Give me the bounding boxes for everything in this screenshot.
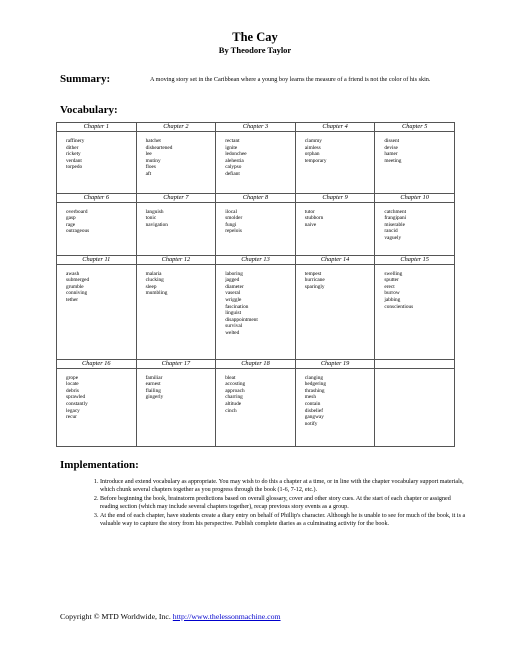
vocab-word: rectant [225, 138, 240, 144]
implementation-heading: Implementation: [60, 459, 139, 471]
chapter-cell [295, 255, 375, 359]
vocab-word: clanging [304, 374, 324, 381]
vocab-word: clucking [145, 277, 164, 284]
chapter-cell [136, 193, 216, 255]
vocab-word: debris [66, 387, 79, 394]
vocab-word: vaguely [384, 234, 402, 241]
chapter-heading: Chapter 14 [296, 256, 375, 265]
chapter-heading: Chapter 11 [57, 256, 136, 265]
vocab-word: familiar [145, 374, 163, 381]
vocabulary-row [57, 123, 455, 194]
chapter-heading: Chapter 2 [137, 123, 216, 132]
word-list [216, 203, 295, 235]
chapter-cell [295, 359, 375, 446]
vocab-word: hedgering [304, 381, 326, 388]
vocab-word: tether [66, 297, 79, 304]
word-list [137, 369, 216, 401]
vocab-word: hamer [384, 151, 398, 158]
chapter-heading: Chapter 18 [216, 360, 295, 369]
vocab-word: mutiny [145, 157, 161, 164]
chapter-cell [216, 123, 296, 194]
vocab-word: frangipani [384, 215, 407, 222]
vocab-word: ilocal [225, 208, 237, 215]
vocab-word: verdant [66, 157, 82, 164]
vocab-word: conscientious [384, 303, 414, 310]
word-list [57, 369, 136, 421]
chapter-cell [57, 123, 137, 194]
vocabulary-table [56, 122, 455, 447]
vocab-word: laboring [225, 270, 243, 277]
vocab-word: altitude [225, 401, 242, 408]
vocab-word: ignite [225, 144, 238, 151]
chapter-heading: Chapter 5 [375, 123, 454, 132]
chapter-cell [216, 193, 296, 255]
implementation-item: 3. At the end of each chapter, have students create a diary entry on behalf of Phillip's character. Although he is unable to see for much of the book, it is a valuable way to capture the story from his perspective. Publish complete diaries as a culminating activity for the book. [100, 512, 470, 528]
vocab-word: survival [225, 323, 243, 330]
chapter-cell [375, 255, 455, 359]
vocab-word: contain [304, 401, 321, 408]
word-list [216, 265, 295, 337]
chapter-cell [57, 359, 137, 446]
vocabulary-heading: Vocabulary: [60, 104, 118, 116]
word-list [137, 203, 216, 229]
vocab-word: recur [66, 414, 77, 421]
vocab-word: notify [304, 420, 318, 427]
implementation-item: 2. Before beginning the book, brainstorm predictions based on overall glossary, cover and other story cues. At the start of each chapter or assigned reading section (which may include several chapters together), recap previous story events as a group. [100, 495, 470, 511]
word-list [57, 203, 136, 235]
vocab-word: mumbling [145, 290, 168, 297]
vocab-word: ledonchee [225, 151, 247, 158]
chapter-heading: Chapter 1 [57, 123, 136, 132]
chapter-heading: Chapter 15 [375, 256, 454, 265]
vocab-word: gasp [66, 215, 76, 222]
summary-text: A moving story set in the Caribbean where a young boy learns the measure of a friend is not the color of his skin. [150, 76, 431, 83]
vocab-word: raffinery [66, 138, 85, 144]
vocab-word: burrow [384, 290, 400, 297]
vocab-word: naive [304, 221, 317, 228]
vocab-word: malaria [145, 270, 162, 277]
vocab-word: stubborn [304, 215, 324, 222]
vocab-word: cinch [225, 407, 237, 414]
vocab-word: hatchet [145, 138, 161, 144]
vocab-word: overboard [66, 208, 88, 215]
chapter-heading: Chapter 19 [296, 360, 375, 369]
vocab-word: gingerly [145, 394, 164, 401]
vocab-word: sprawled [66, 394, 86, 401]
chapter-cell [375, 123, 455, 194]
chapter-cell [57, 255, 137, 359]
vocab-word: tonic [145, 215, 157, 222]
vocab-word: meeting [384, 157, 402, 164]
vocab-word: outrageous [66, 228, 90, 235]
vocab-word: flailing [145, 387, 161, 394]
chapter-heading: Chapter 16 [57, 360, 136, 369]
vocab-word: alehestia [225, 157, 244, 164]
vocab-word: fungi [225, 221, 237, 228]
vocab-word: vaseral [225, 290, 241, 297]
chapter-cell [216, 359, 296, 446]
vocab-word: locate [66, 381, 79, 388]
chapter-heading: Chapter 4 [296, 123, 375, 132]
vocab-word: disappointment [225, 316, 258, 323]
chapter-cell [295, 123, 375, 194]
word-list [216, 369, 295, 415]
vocab-word: floes [145, 164, 156, 171]
vocab-word: devise [384, 144, 398, 151]
word-list [375, 369, 454, 375]
vocab-word: erect [384, 283, 395, 290]
vocab-word: repelois [225, 228, 242, 235]
chapter-cell [136, 123, 216, 194]
chapter-heading: Chapter 6 [57, 194, 136, 203]
vocab-word: dither [66, 144, 79, 151]
vocab-word: rickety [66, 151, 81, 158]
vocab-word: orphan [304, 151, 320, 158]
author-line: By Theodore Taylor [218, 45, 292, 55]
vocab-word: bleat [225, 374, 236, 381]
chapter-heading: Chapter 13 [216, 256, 295, 265]
word-list [57, 132, 136, 171]
vocab-word: earnest [145, 381, 161, 388]
chapter-cell [136, 255, 216, 359]
word-list [375, 203, 454, 242]
vocab-word: sparingly [304, 283, 325, 290]
vocab-word: disbelief [304, 407, 324, 414]
word-list [216, 132, 295, 178]
vocabulary-row [57, 359, 455, 446]
vocab-word: torpedo [66, 164, 83, 171]
vocab-word: dissent [384, 138, 400, 144]
word-list [57, 265, 136, 304]
vocab-word: navigation [145, 221, 168, 228]
vocab-word: languish [145, 208, 164, 215]
vocab-word: sputter [384, 277, 399, 284]
word-list [296, 203, 375, 229]
vocab-word: awash [66, 270, 80, 277]
word-list [375, 132, 454, 164]
implementation-item: 1. Introduce and extend vocabulary as appropriate. You may wish to do this a chapter at a time, or in line with the chapter vocabulary support materials, which chunk several chapters together as you progress through the book (1-6, 7-12, etc.). [100, 478, 470, 494]
vocab-word: conniving [66, 290, 88, 297]
footer [60, 612, 281, 621]
vocab-word: grope [66, 374, 79, 381]
vocab-word: fascination [225, 303, 249, 310]
vocab-word: clammy [304, 138, 322, 144]
vocab-word: tutor [304, 208, 315, 215]
vocab-word: calypso [225, 164, 242, 171]
chapter-heading: Chapter 10 [375, 194, 454, 203]
word-list [296, 265, 375, 291]
vocab-word: jagged [225, 277, 240, 284]
vocab-word: submerged [66, 277, 90, 284]
word-list [375, 265, 454, 311]
vocab-word: mesh [304, 394, 316, 401]
chapter-heading: Chapter 9 [296, 194, 375, 203]
vocab-word: defiant [225, 170, 240, 177]
implementation-list [78, 478, 470, 529]
vocab-word: disheartened [145, 144, 173, 151]
chapter-heading: Chapter 7 [137, 194, 216, 203]
vocab-word: tempest [304, 270, 322, 277]
vocab-word: wriggle [225, 297, 242, 304]
word-list [137, 132, 216, 178]
chapter-cell [57, 193, 137, 255]
vocab-word: hurricane [304, 277, 325, 284]
chapter-heading: Chapter 12 [137, 256, 216, 265]
chapter-cell [375, 359, 455, 446]
copyright-text: Copyright © MTD Worldwide, Inc. [60, 612, 171, 621]
vocab-word: accosting [225, 381, 246, 388]
vocab-word: thrashing [304, 387, 325, 394]
chapter-heading: Chapter 8 [216, 194, 295, 203]
chapter-heading: Chapter 3 [216, 123, 295, 132]
vocab-word: charring [225, 394, 243, 401]
summary-heading: Summary: [60, 73, 111, 85]
chapter-heading [375, 360, 454, 369]
vocab-word: gangway [304, 414, 324, 421]
vocabulary-row [57, 193, 455, 255]
vocab-word: welted [225, 330, 240, 337]
word-list [296, 369, 375, 428]
chapter-cell [375, 193, 455, 255]
vocab-word: rancid [384, 228, 398, 235]
vocab-word: constantly [66, 401, 88, 408]
chapter-cell [136, 359, 216, 446]
vocab-word: sleep [145, 283, 157, 290]
vocab-word: swelling [384, 270, 403, 277]
vocab-word: aimless [304, 144, 321, 151]
vocab-word: diameter [225, 283, 244, 290]
vocab-word: jabbing [384, 297, 401, 304]
chapter-cell [216, 255, 296, 359]
lesson-machine-link[interactable]: http://www.thelessonmachine.com [172, 612, 281, 621]
vocab-word: grumble [66, 283, 84, 290]
vocab-word: smolder [225, 215, 243, 222]
vocab-word: approach [225, 387, 245, 394]
vocab-word: rage [66, 221, 76, 228]
vocab-word: catchment [384, 208, 407, 215]
chapter-heading: Chapter 17 [137, 360, 216, 369]
vocab-word: linguist [225, 310, 242, 317]
vocab-word: aft [145, 170, 152, 177]
vocabulary-row [57, 255, 455, 359]
vocab-word: lee [145, 151, 152, 158]
chapter-cell [295, 193, 375, 255]
vocab-word: legacy [66, 407, 80, 414]
vocab-word: temporary [304, 157, 327, 164]
page-title: The Cay [232, 30, 278, 44]
vocab-word: miserable [384, 221, 405, 228]
word-list [296, 132, 375, 164]
word-list [137, 265, 216, 297]
